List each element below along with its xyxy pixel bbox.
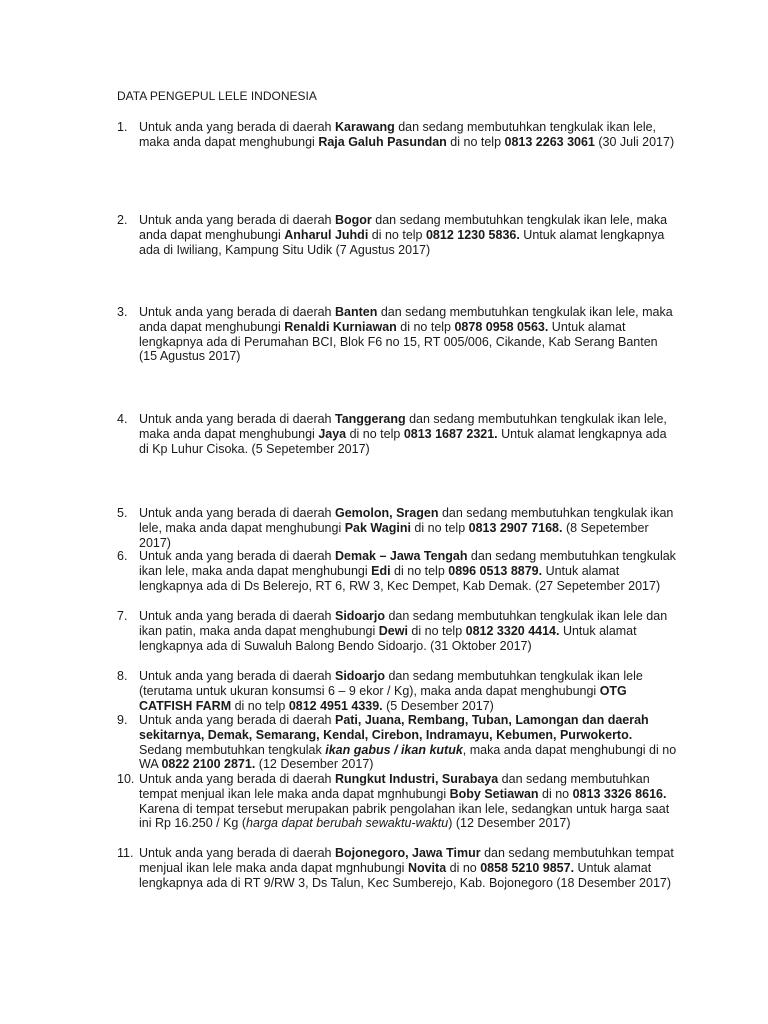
list-item xyxy=(117,506,677,550)
text-segment: Untuk anda yang berada di daerah xyxy=(139,846,335,860)
text-segment: di no telp xyxy=(231,698,289,713)
text-segment: dan sedang membutuhkan tengkulak ikan lele, maka anda dapat menghubungi xyxy=(139,213,668,242)
list-item-number: 10. xyxy=(117,772,135,786)
list-item-text xyxy=(139,609,677,653)
text-segment: Untuk anda yang berada di daerah xyxy=(139,506,335,520)
list-item-number: 11. xyxy=(117,846,134,860)
bold-text: Anharul Juhdi xyxy=(284,227,369,242)
bold-text: Pati, Juana, Rembang, Tuban, Lamongan dan daerah sekitarnya, Demak, Semarang, Kendal, Cirebon, Indramayu, Kebumen, Purwokerto. xyxy=(139,713,649,742)
bold-text: Bojonegoro, Jawa Timur xyxy=(334,846,481,860)
text-segment: Untuk anda yang berada di daerah xyxy=(139,609,335,623)
bold-text: Dewi xyxy=(378,623,408,638)
text-segment: di no telp xyxy=(396,319,455,334)
text-segment: Untuk alamat lengkapnya ada di Suwaluh Balong Bendo Sidoarjo. (31 Oktober 2017) xyxy=(139,623,637,653)
text-segment: Untuk anda yang berada di daerah xyxy=(139,772,335,786)
text-segment: dan sedang membutuhkan tengkulak ikan lele, maka anda dapat menghubungi xyxy=(139,120,657,149)
bold-text: 0812 4951 4339. xyxy=(288,698,383,713)
list-item xyxy=(117,609,677,653)
italic-text: harga dapat berubah sewaktu-waktu xyxy=(246,816,449,831)
list-item xyxy=(117,305,677,364)
text-segment: Untuk alamat lengkapnya ada di RT 9/RW 3, Ds Talun, Kec Sumberejo, Kab. Bojonegoro (18 Desember 2017) xyxy=(139,860,672,890)
list-item-number: 5. xyxy=(117,506,128,520)
bold-text: 0813 2263 3061 xyxy=(504,134,595,149)
text-segment: (12 Desember 2017) xyxy=(255,757,374,772)
list-item xyxy=(117,713,677,772)
bold-text: Banten xyxy=(334,305,378,319)
text-segment: di no telp xyxy=(410,520,469,535)
text-segment: Untuk anda yang berada di daerah xyxy=(139,669,335,683)
bold-text: 0813 1687 2321. xyxy=(403,426,498,441)
bold-text: ikan gabus / ikan kutuk xyxy=(325,742,463,757)
list-item xyxy=(117,120,677,150)
text-segment: Untuk alamat lengkapnya ada di Perumahan BCI, Blok F6 no 15, RT 005/006, Cikande, Kab Serang Banten (15 Agustus 2017) xyxy=(139,319,658,364)
text-segment: di no xyxy=(538,786,573,801)
text-segment: Untuk anda yang berada di daerah xyxy=(139,549,335,563)
text-segment: ) (12 Desember 2017) xyxy=(448,816,571,831)
list-item-text xyxy=(139,506,677,550)
bold-text: Bogor xyxy=(334,213,372,227)
bold-text: Renaldi Kurniawan xyxy=(284,319,397,334)
bold-text: Jaya xyxy=(318,426,347,441)
text-segment: di no xyxy=(446,860,481,875)
bold-text: 0812 3320 4414. xyxy=(465,623,560,638)
list-item-text xyxy=(139,713,677,772)
text-segment: di no telp xyxy=(407,623,466,638)
text-segment: (5 Desember 2017) xyxy=(382,698,494,713)
text-segment: di no telp xyxy=(446,134,505,149)
bold-text: Sidoarjo xyxy=(334,669,385,683)
text-segment: dan sedang membutuhkan tempat menjual ikan lele maka anda dapat mgnhubungi xyxy=(139,772,650,801)
bold-text: 0813 2907 7168. xyxy=(468,520,563,535)
list-item xyxy=(117,213,677,257)
list-item-number: 4. xyxy=(117,412,128,426)
list-item-text xyxy=(139,412,677,456)
list-item-number: 9. xyxy=(117,713,128,727)
bold-text: Sidoarjo xyxy=(334,609,385,623)
list-item-number: 7. xyxy=(117,609,128,623)
text-segment: dan sedang membutuhkan tengkulak ikan lele, maka anda dapat menghubungi xyxy=(139,305,673,334)
list-item-number: 3. xyxy=(117,305,128,319)
bold-text: Edi xyxy=(371,563,391,578)
bold-text: 0813 3326 8616. xyxy=(572,786,667,801)
text-segment: Untuk alamat lengkapnya ada di Iwiliang, Kampung Situ Udik (7 Agustus 2017) xyxy=(139,227,665,257)
bold-text: 0858 5210 9857. xyxy=(480,860,575,875)
list-item xyxy=(117,846,677,890)
document-title: DATA PENGEPUL LELE INDONESIA xyxy=(117,89,317,103)
text-segment: (8 Sepetember 2017) xyxy=(139,520,649,550)
text-segment: Untuk anda yang berada di daerah xyxy=(139,305,335,319)
text-segment: dan sedang membutuhkan tengkulak ikan lele, maka anda dapat menghubungi xyxy=(139,549,676,578)
bold-text: 0812 1230 5836. xyxy=(425,227,520,242)
list-item-number: 2. xyxy=(117,213,128,227)
bold-text: 0896 0513 8879. xyxy=(448,563,543,578)
text-segment: di no telp xyxy=(346,426,404,441)
bold-text: Tanggerang xyxy=(334,412,406,426)
bold-text: Demak – Jawa Tengah xyxy=(334,549,468,563)
text-segment: Untuk alamat lengkapnya ada di Kp Luhur Cisoka. (5 Sepetember 2017) xyxy=(139,426,667,456)
text-segment: dan sedang membutuhkan tengkulak ikan lele (terutama untuk ukuran konsumsi 6 – 9 ekor / Kg), maka anda dapat menghubungi xyxy=(139,669,643,698)
bold-text: Boby Setiawan xyxy=(449,786,539,801)
list-item-text xyxy=(139,549,677,593)
text-segment: dan sedang membutuhkan tengkulak ikan lele dan ikan patin, maka anda dapat menghubungi xyxy=(139,609,668,638)
bold-text: Novita xyxy=(407,860,447,875)
list-item-number: 6. xyxy=(117,549,128,563)
text-segment: dan sedang membutuhkan tengkulak ikan lele, maka anda dapat menghubungi xyxy=(139,412,667,441)
bold-text: Raja Galuh Pasundan xyxy=(318,134,447,149)
bold-text: Pak Wagini xyxy=(344,520,411,535)
list-item xyxy=(117,669,677,713)
text-segment: di no telp xyxy=(368,227,426,242)
text-segment: Untuk anda yang berada di daerah xyxy=(139,213,335,227)
list-item-text xyxy=(139,846,677,890)
list-item-text xyxy=(139,772,677,831)
text-segment: Sedang membutuhkan tengkulak xyxy=(139,742,326,757)
bold-text: 0822 2100 2871. xyxy=(161,757,256,772)
list-item-text xyxy=(139,305,677,364)
text-segment: , maka anda dapat menghubungi di no WA xyxy=(139,742,677,772)
bold-text: Karawang xyxy=(334,120,395,134)
bold-text: Rungkut Industri, Surabaya xyxy=(334,772,499,786)
list-item-text xyxy=(139,669,677,713)
bold-text: OTG CATFISH FARM xyxy=(139,683,627,713)
text-segment: Untuk alamat lengkapnya ada di Ds Belerejo, RT 6, RW 3, Kec Dempet, Kab Demak. (27 Sepetember 2017) xyxy=(139,563,661,593)
text-segment: dan sedang membutuhkan tempat menjual ikan lele maka anda dapat mgnhubungi xyxy=(139,846,674,875)
text-segment: Untuk anda yang berada di daerah xyxy=(139,713,335,727)
text-segment: dan sedang membutuhkan tengkulak ikan lele, maka anda dapat menghubungi xyxy=(139,506,674,535)
text-segment: (30 Juli 2017) xyxy=(594,134,675,149)
list-item xyxy=(117,412,677,456)
list-item xyxy=(117,772,677,831)
list-item-text xyxy=(139,120,677,150)
list-item-number: 1. xyxy=(117,120,128,134)
text-segment: Untuk anda yang berada di daerah xyxy=(139,412,335,426)
list-item-text xyxy=(139,213,677,257)
text-segment: di no telp xyxy=(390,563,449,578)
list-item xyxy=(117,549,677,593)
text-segment: Karena di tempat tersebut merupakan pabrik pengolahan ikan lele, sedangkan untuk harga saat ini Rp 16.250 / Kg ( xyxy=(139,801,670,831)
bold-text: Gemolon, Sragen xyxy=(334,506,439,520)
text-segment: Untuk anda yang berada di daerah xyxy=(139,120,335,134)
list-item-number: 8. xyxy=(117,669,128,683)
bold-text: 0878 0958 0563. xyxy=(454,319,549,334)
